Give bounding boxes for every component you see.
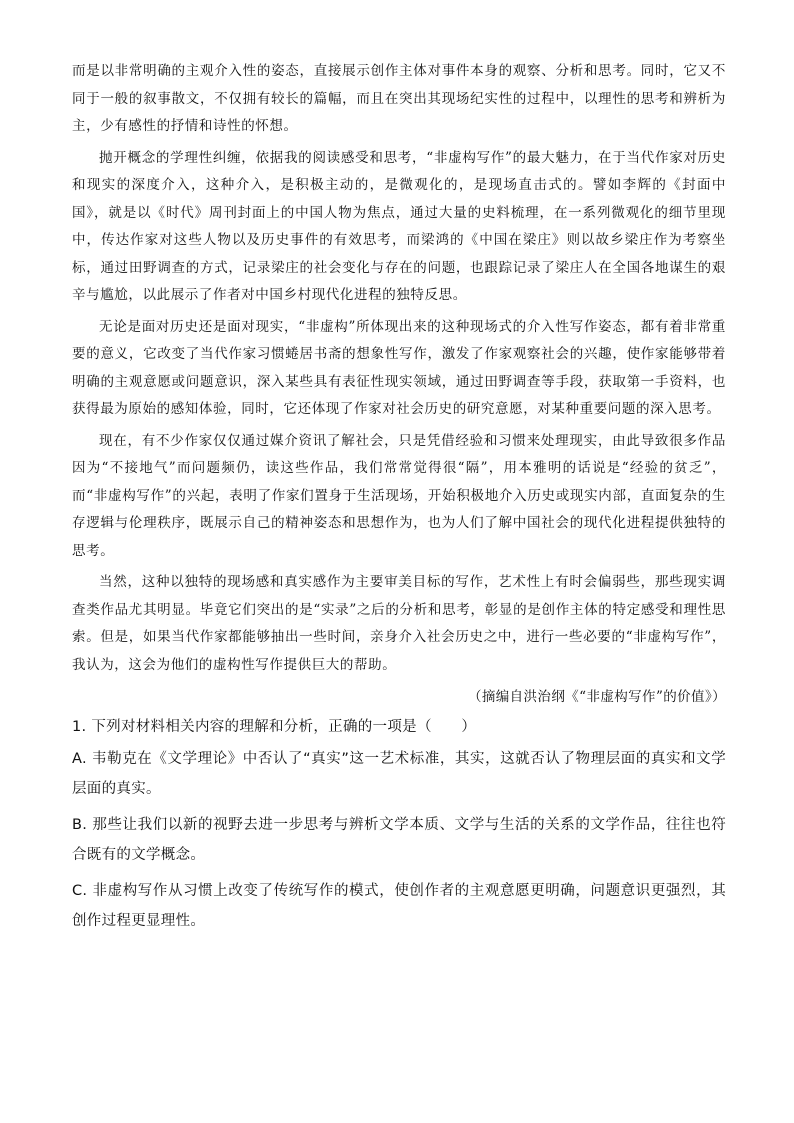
article-paragraph-1: 而是以非常明确的主观介入性的姿态，直接展示创作主体对事件本身的观察、分析和思考。同时，它又不同于一般的叙事散文，不仅拥有较长的篇幅，而且在突出其现场纪实性的过程中，以理性的思考和辨析为主，少有感性的抒情和诗性的怀想。: [72, 63, 726, 134]
question-stem: 1. 下列对材料相关内容的理解和分析，正确的一项是（ ）: [72, 719, 477, 735]
article-source: （摘编自洪治纲《“非虚构写作”的价值》）: [467, 689, 726, 705]
article-paragraph-3: 无论是面对历史还是面对现实，“非虚构”所体现出来的这种现场式的介入性写作姿态，都有着非常重要的意义，它改变了当代作家习惯蜷居书斋的想象性写作，激发了作家观察社会的兴趣，使作家能够带着明确的主观意愿或问题意识，深入某些具有表征性现实领域，通过田野调查等手段，获取第一手资料，也获得最为原始的感知体验，同时，它还体现了作家对社会历史的研究意愿，对某种重要问题的深入思考。: [72, 318, 726, 417]
document-page: [72, 58, 726, 942]
article-paragraph-5: 当然，这种以独特的现场感和真实感作为主要审美目标的写作，艺术性上有时会偏弱些，那些现实调查类作品尤其明显。毕竟它们突出的是“实录”之后的分析和思考，彰显的是创作主体的特定感受和理性思索。但是，如果当代作家都能够抽出一些时间，亲身介入社会历史之中，进行一些必要的“非虚构写作”，我认为，这会为他们的虚构性写作提供巨大的帮助。: [72, 574, 726, 673]
question-option-c: C. 非虚构写作从习惯上改变了传统写作的模式，使创作者的主观意愿更明确，问题意识更强烈，其创作过程更显理性。: [72, 883, 726, 929]
question-option-a: A. 韦勒克在《文学理论》中否认了“真实”这一艺术标准，其实，这就否认了物理层面的真实和文学层面的真实。: [72, 751, 726, 797]
article-paragraph-4: 现在，有不少作家仅仅通过媒介资讯了解社会，只是凭借经验和习惯来处理现实，由此导致很多作品因为“不接地气”而问题频仍，读这些作品，我们常常觉得很“隔”，用本雅明的话说是“经验的贫乏”，而“非虚构写作”的兴起，表明了作家们置身于生活现场，开始积极地介入历史或现实内部，直面复杂的生存逻辑与伦理秩序，既展示自己的精神姿态和思想作为，也为人们了解中国社会的现代化进程提供独特的思考。: [72, 432, 726, 559]
article-paragraph-2: 抛开概念的学理性纠缠，依据我的阅读感受和思考，“非虚构写作”的最大魅力，在于当代作家对历史和现实的深度介入，这种介入，是积极主动的，是微观化的，是现场直击式的。譬如李辉的《封面中国》，就是以《时代》周刊封面上的中国人物为焦点，通过大量的史料梳理，在一系列微观化的细节里现中，传达作家对这些人物以及历史事件的有效思考，而梁鸿的《中国在梁庄》则以故乡梁庄作为考察坐标，通过田野调查的方式，记录梁庄的社会变化与存在的问题，也跟踪记录了梁庄人在全国各地谋生的艰辛与尴尬，以此展示了作者对中国乡村现代化进程的独特反思。: [72, 149, 726, 303]
question-option-b: B. 那些让我们以新的视野去进一步思考与辨析文学本质、文学与生活的关系的文学作品，往往也符合既有的文学概念。: [72, 817, 726, 863]
